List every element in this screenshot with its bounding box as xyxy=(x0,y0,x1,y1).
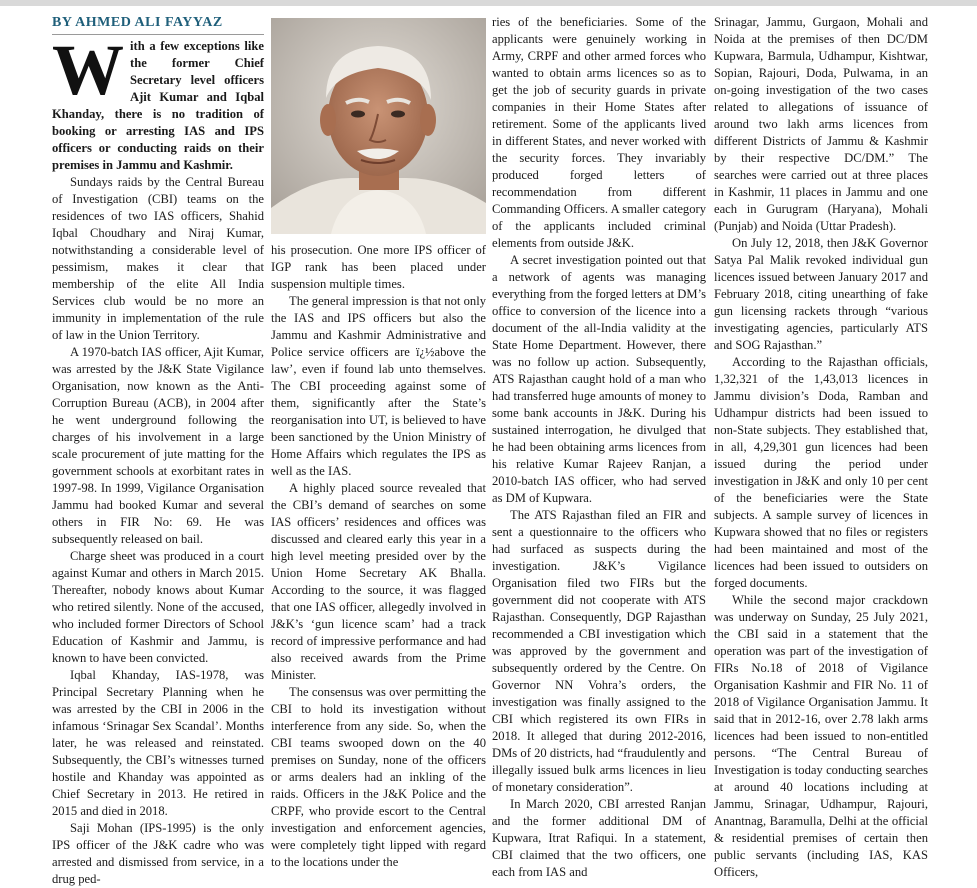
paragraph: The consensus was over permitting the CBI to hold its investigation without interference from any side. So, when the CBI teams swooped down on the 40 premises on Sunday, none of the officers or arms dealers had an inkling of the raids. Officers in the J&K Police and the CRPF, who provide escort to the Central investigation and enforcement agencies, were completely tight lipped with regard to the locations under the xyxy=(271,685,486,869)
drop-cap: W xyxy=(52,30,124,110)
paragraph: The general impression is that not only the IAS and IPS officers but also the Jammu and Kashmir Administrative and Police service officers are ï¿½above the law’, even if found lab unto themselves. The CBI proceeding against some of them, significantly after the State’s reorganisation into UT, is believed to have been sanctioned by the Union Ministry of Home Affairs which regulates the IPS as well as the IAS. xyxy=(271,294,486,478)
paragraph: On July 12, 2018, then J&K Governor Satya Pal Malik revoked individual gun licences issued between January 2017 and February 2018, citing unearthing of fake gun licensing rackets through “various investigating agencies, particularly ATS and SOG Rajasthan.” xyxy=(714,236,928,352)
lead-text: ith a few exceptions like the former Chief Secretary level officers Ajit Kumar and Iqbal Khanday, there is no tradition of booking or arresting IAS and IPS officers or conducting raids on their premises in Jammu and Kashmir. xyxy=(52,39,264,172)
paragraph: While the second major crackdown was underway on Sunday, 25 July 2021, the CBI said in a statement that the operation was part of the investigation of FIRs No.18 of 2018 of Vigilance Organisation Kashmir and FIR No. 11 of 2018 of Vigilance Organisation Jammu. It said that in 2012-16, over 2.78 lakh arms licences had been issued to non-entitled persons. “The Central Bureau of Investigation is today conducting searches at around 40 locations including at Jammu, Srinagar, Udhampur, Rajouri, Anantnag, Baramulla, Delhi at the official & residential premises of certain then public servants (including IAS, KAS Officers, xyxy=(714,593,928,879)
paragraph: According to the Rajasthan officials, 1,32,321 of the 1,43,013 licences in Jammu division’s Doda, Ramban and Udhampur districts had been issued to non-State subjects. They established that, in all, 4,29,301 gun licences had been issued during the period under investigation in J&K and only 10 per cent of the beneficiaries were the State subjects. A sample survey of licences in Kupwara showed that no files or registers had been maintained and most of the licences had been issued to outsiders on forged documents. xyxy=(714,355,928,590)
article-column-2 xyxy=(271,14,486,871)
article-column-3 xyxy=(492,14,706,881)
article-column-4 xyxy=(714,14,928,881)
paragraph: Charge sheet was produced in a court against Kumar and others in March 2015. Thereafter, nobody knows about Kumar who retired silently. None of the accused, who included former Directors of School Education of Kashmir and Jammu, is known to have been convicted. xyxy=(52,549,264,665)
paragraph: In March 2020, CBI arrested Ranjan and the former additional DM of Kupwara, Itrat Rafiqui. In a statement, CBI claimed that the two officers, one each from IAS and xyxy=(492,797,706,879)
paragraph: Sundays raids by the Central Bureau of Investigation (CBI) teams on the residences of two IAS officers, Shahid Iqbal Choudhary and Niraj Kumar, notwithstanding a considerable level of pessimism, makes it clear that membership of the elite All India Services club would be no more an immunity in implementation of the rule of law in the Union Territory. xyxy=(52,175,264,342)
paragraph: A 1970-batch IAS officer, Ajit Kumar, was arrested by the J&K State Vigilance Organisation, now known as the Anti-Corruption Bureau (ACB), in 2004 after he went underground following the charges of his involvement in a large scale procurement of jute matting for the government schools at exorbitant rates in 1997-98. In 1999, Vigilance Organisation Jammu had booked Kumar and several others in FIR No: 69. He was subsequently released on bail. xyxy=(52,345,264,546)
paragraph: A secret investigation pointed out that a network of agents was managing everything from the forged letters at DM’s office to conversion of the licence into a document of the all-India validity at the State Home Department. However, there was no follow up action. Subsequently, ATS Rajasthan caught hold of a man who had transferred huge amounts of money to some bank accounts in J&K. During his sustained interrogation, he divulged that he had been obtaining arms licences from his relative Kumar Rajeev Ranjan, a 2010-batch IAS officer, who had served as DM of Kupwara. xyxy=(492,253,706,505)
article-column-1 xyxy=(52,14,264,888)
byline: BY AHMED ALI FAYYAZ xyxy=(52,14,264,35)
paragraph: The ATS Rajasthan filed an FIR and sent a questionnaire to the officers who had surfaced as suspects during the investigation. J&K’s Vigilance Organisation filed two FIRs but the government did not cooperate with ATS Rajasthan. Consequently, DGP Rajasthan recommended a CBI investigation which was approved by the government and subsequently ordered by the Centre. On Governor NN Vohra’s orders, the investigation was finally assigned to the CBI which registered its own FIRs in 2018. It alleged that during 2012-2016, DMs of 20 districts, had “fraudulently and illegally issued bulk arms licences in lieu of monetary consideration”. xyxy=(492,508,706,794)
paragraph: Iqbal Khanday, IAS-1978, was Principal Secretary Planning when he was arrested by the CBI in 2006 in the infamous ‘Srinagar Sex Scandal’. Months later, he was released and reinstated. Subsequently, the CBI’s witnesses turned hostile and Khanday was appointed as Chief Secretary in 2013. He retired in 2015 and died in 2018. xyxy=(52,668,264,818)
paragraph-continued: Srinagar, Jammu, Gurgaon, Mohali and Noida at the premises of then DC/DM Kupwara, Barmula, Udhampur, Kishtwar, Sopian, Rajouri, Doda, Pulwama, in an on-going investigation of the two cases related to allegations of issuance of around two lakh arms licences from different Districts of Jammu & Kashmir by their respective DC/DM.” The searches were carried out at three places in Kashmir, 11 places in Jammu and one each in Gurugram (Haryana), Mohali (Punjab) and Noida (Uttar Pradesh). xyxy=(714,15,928,233)
paragraph: Saji Mohan (IPS-1995) is the only IPS officer of the J&K cadre who was arrested and dismissed from service, in a drug ped- xyxy=(52,821,264,886)
paragraph: A highly placed source revealed that the CBI’s demand of searches on some IAS officers’ residences and offices was discussed and cleared early this year in a high level meeting presided over by the Union Home Secretary AK Bhalla. According to the source, it was flagged that one IAS officer, allegedly involved in J&K’s ‘gun licence scam’ had a track record of impressive performance and had also received awards from the Prime Minister. xyxy=(271,481,486,682)
lead-paragraph xyxy=(52,30,264,174)
paragraph-continued: his prosecution. One more IPS officer of IGP rank has been placed under suspension multiple times. xyxy=(271,243,486,291)
header-strip xyxy=(0,0,977,6)
paragraph-continued: ries of the beneficiaries. Some of the applicants were genuinely working in Army, CRPF and other armed forces who wanted to obtain arms licences so as to get the job of security guards in private companies in their Home States after retirement. Some of the applicants lived in different States, and never worked with the security forces. They invariably produced forged letters of recommendation from different Commanding Officers. A smaller category of the applicants included criminal elements from outside J&K. xyxy=(492,15,706,250)
